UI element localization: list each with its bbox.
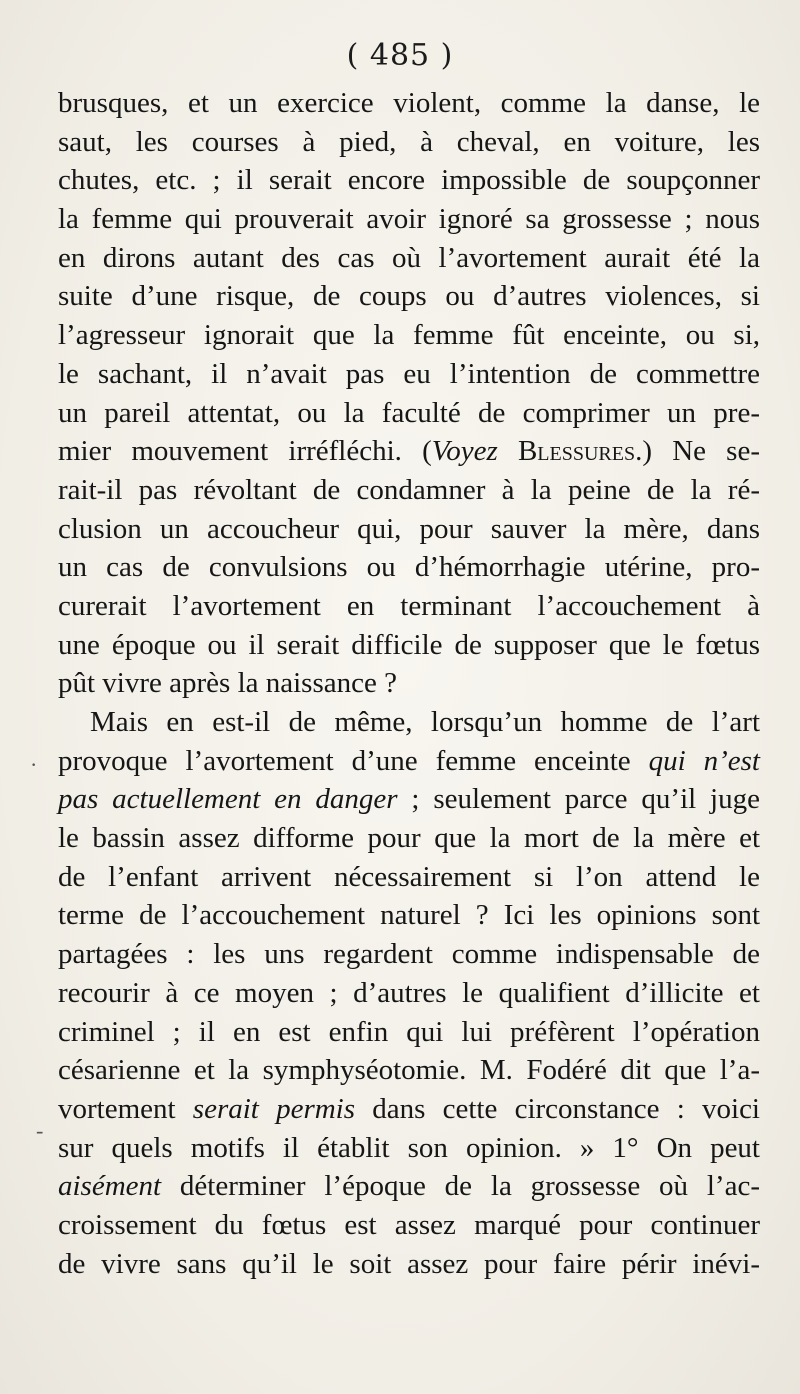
text-line: l’agresseur ignorait que la femme fût enceinte, ou si, — [58, 319, 760, 352]
text-line: clusion un accoucheur qui, pour sauver la mère, dans — [58, 512, 760, 545]
italic-aisement: aisément — [58, 1170, 162, 1203]
text-line: criminel ; il en est enfin qui lui préfèrent l’opération — [58, 1015, 760, 1048]
italic-voyez: Voyez — [431, 435, 498, 468]
text-line: une époque ou il serait difficile de supposer que le fœtus — [58, 628, 760, 661]
smallcaps-blessures: Blessures — [517, 435, 636, 468]
text-line: le bassin assez difforme pour que la mort de la mère et — [58, 822, 760, 855]
text-line: sur quels motifs il établit son opinion. » 1° On peut — [58, 1131, 760, 1164]
text-line: césarienne et la symphyséotomie. M. Fodéré dit que l’a- — [58, 1054, 760, 1087]
text-line: terme de l’accouchement naturel ? Ici les opinions sont — [58, 899, 760, 932]
text-line: brusques, et un exercice violent, comme la danse, le — [58, 87, 760, 119]
text-line: suite d’une risque, de coups ou d’autres violences, si — [58, 280, 760, 313]
text-line: curerait l’avortement en terminant l’accouchement à — [58, 589, 760, 622]
text-line-styled: vortement serait permis dans cette circonstance : voici — [58, 1092, 760, 1125]
text-line-styled: aisément déterminer l’époque de la grossesse où l’ac- — [58, 1170, 760, 1203]
italic-pas-actuellement: pas actuellement en danger — [58, 783, 398, 816]
text-line: le sachant, il n’avait pas eu l’intention de commettre — [58, 357, 760, 390]
italic-serait-permis: serait permis — [192, 1092, 356, 1125]
text-line: partagées : les uns regardent comme indispensable de — [58, 938, 760, 971]
text-line: un pareil attentat, ou la faculté de comprimer un pre- — [58, 396, 760, 429]
text-line: la femme qui prouverait avoir ignoré sa grossesse ; nous — [58, 203, 760, 236]
italic-qui-nest: qui n’est — [648, 744, 760, 777]
text-line: de l’enfant arrivent nécessairement si l’on attend le — [58, 860, 760, 893]
text-line: en dirons autant des cas où l’avortement aurait été la — [58, 241, 760, 274]
text-line: saut, les courses à pied, à cheval, en voiture, les — [58, 125, 760, 158]
text-line-styled: pas actuellement en danger ; seulement parce qu’il juge — [58, 783, 760, 816]
text-line-styled: mier mouvement irréfléchi. (Voyez Blessures.) Ne se- — [58, 435, 760, 468]
text-line: recourir à ce moyen ; d’autres le qualifient d’illicite et — [58, 976, 760, 1009]
margin-dash-mark: - — [36, 1118, 44, 1143]
margin-dot-mark: · — [30, 752, 38, 777]
text-line-styled: provoque l’avortement d’une femme enceinte qui n’est — [58, 744, 760, 777]
text-line: rait-il pas révoltant de condamner à la peine de la ré- — [58, 473, 760, 506]
text-line: croissement du fœtus est assez marqué pour continuer — [58, 1208, 760, 1241]
text-line: un cas de convulsions ou d’hémorrhagie utérine, pro- — [58, 551, 760, 584]
text-line: chutes, etc. ; il serait encore impossible de soupçonner — [58, 164, 760, 197]
text-line: de vivre sans qu’il le soit assez pour faire périr inévi- — [58, 1247, 760, 1280]
text-line: Mais en est-il de même, lorsqu’un homme de l’art — [90, 706, 760, 738]
text-line: pût vivre après la naissance ? — [58, 667, 397, 700]
body-text — [58, 84, 760, 1283]
page-number: ( 485 ) — [346, 38, 454, 73]
